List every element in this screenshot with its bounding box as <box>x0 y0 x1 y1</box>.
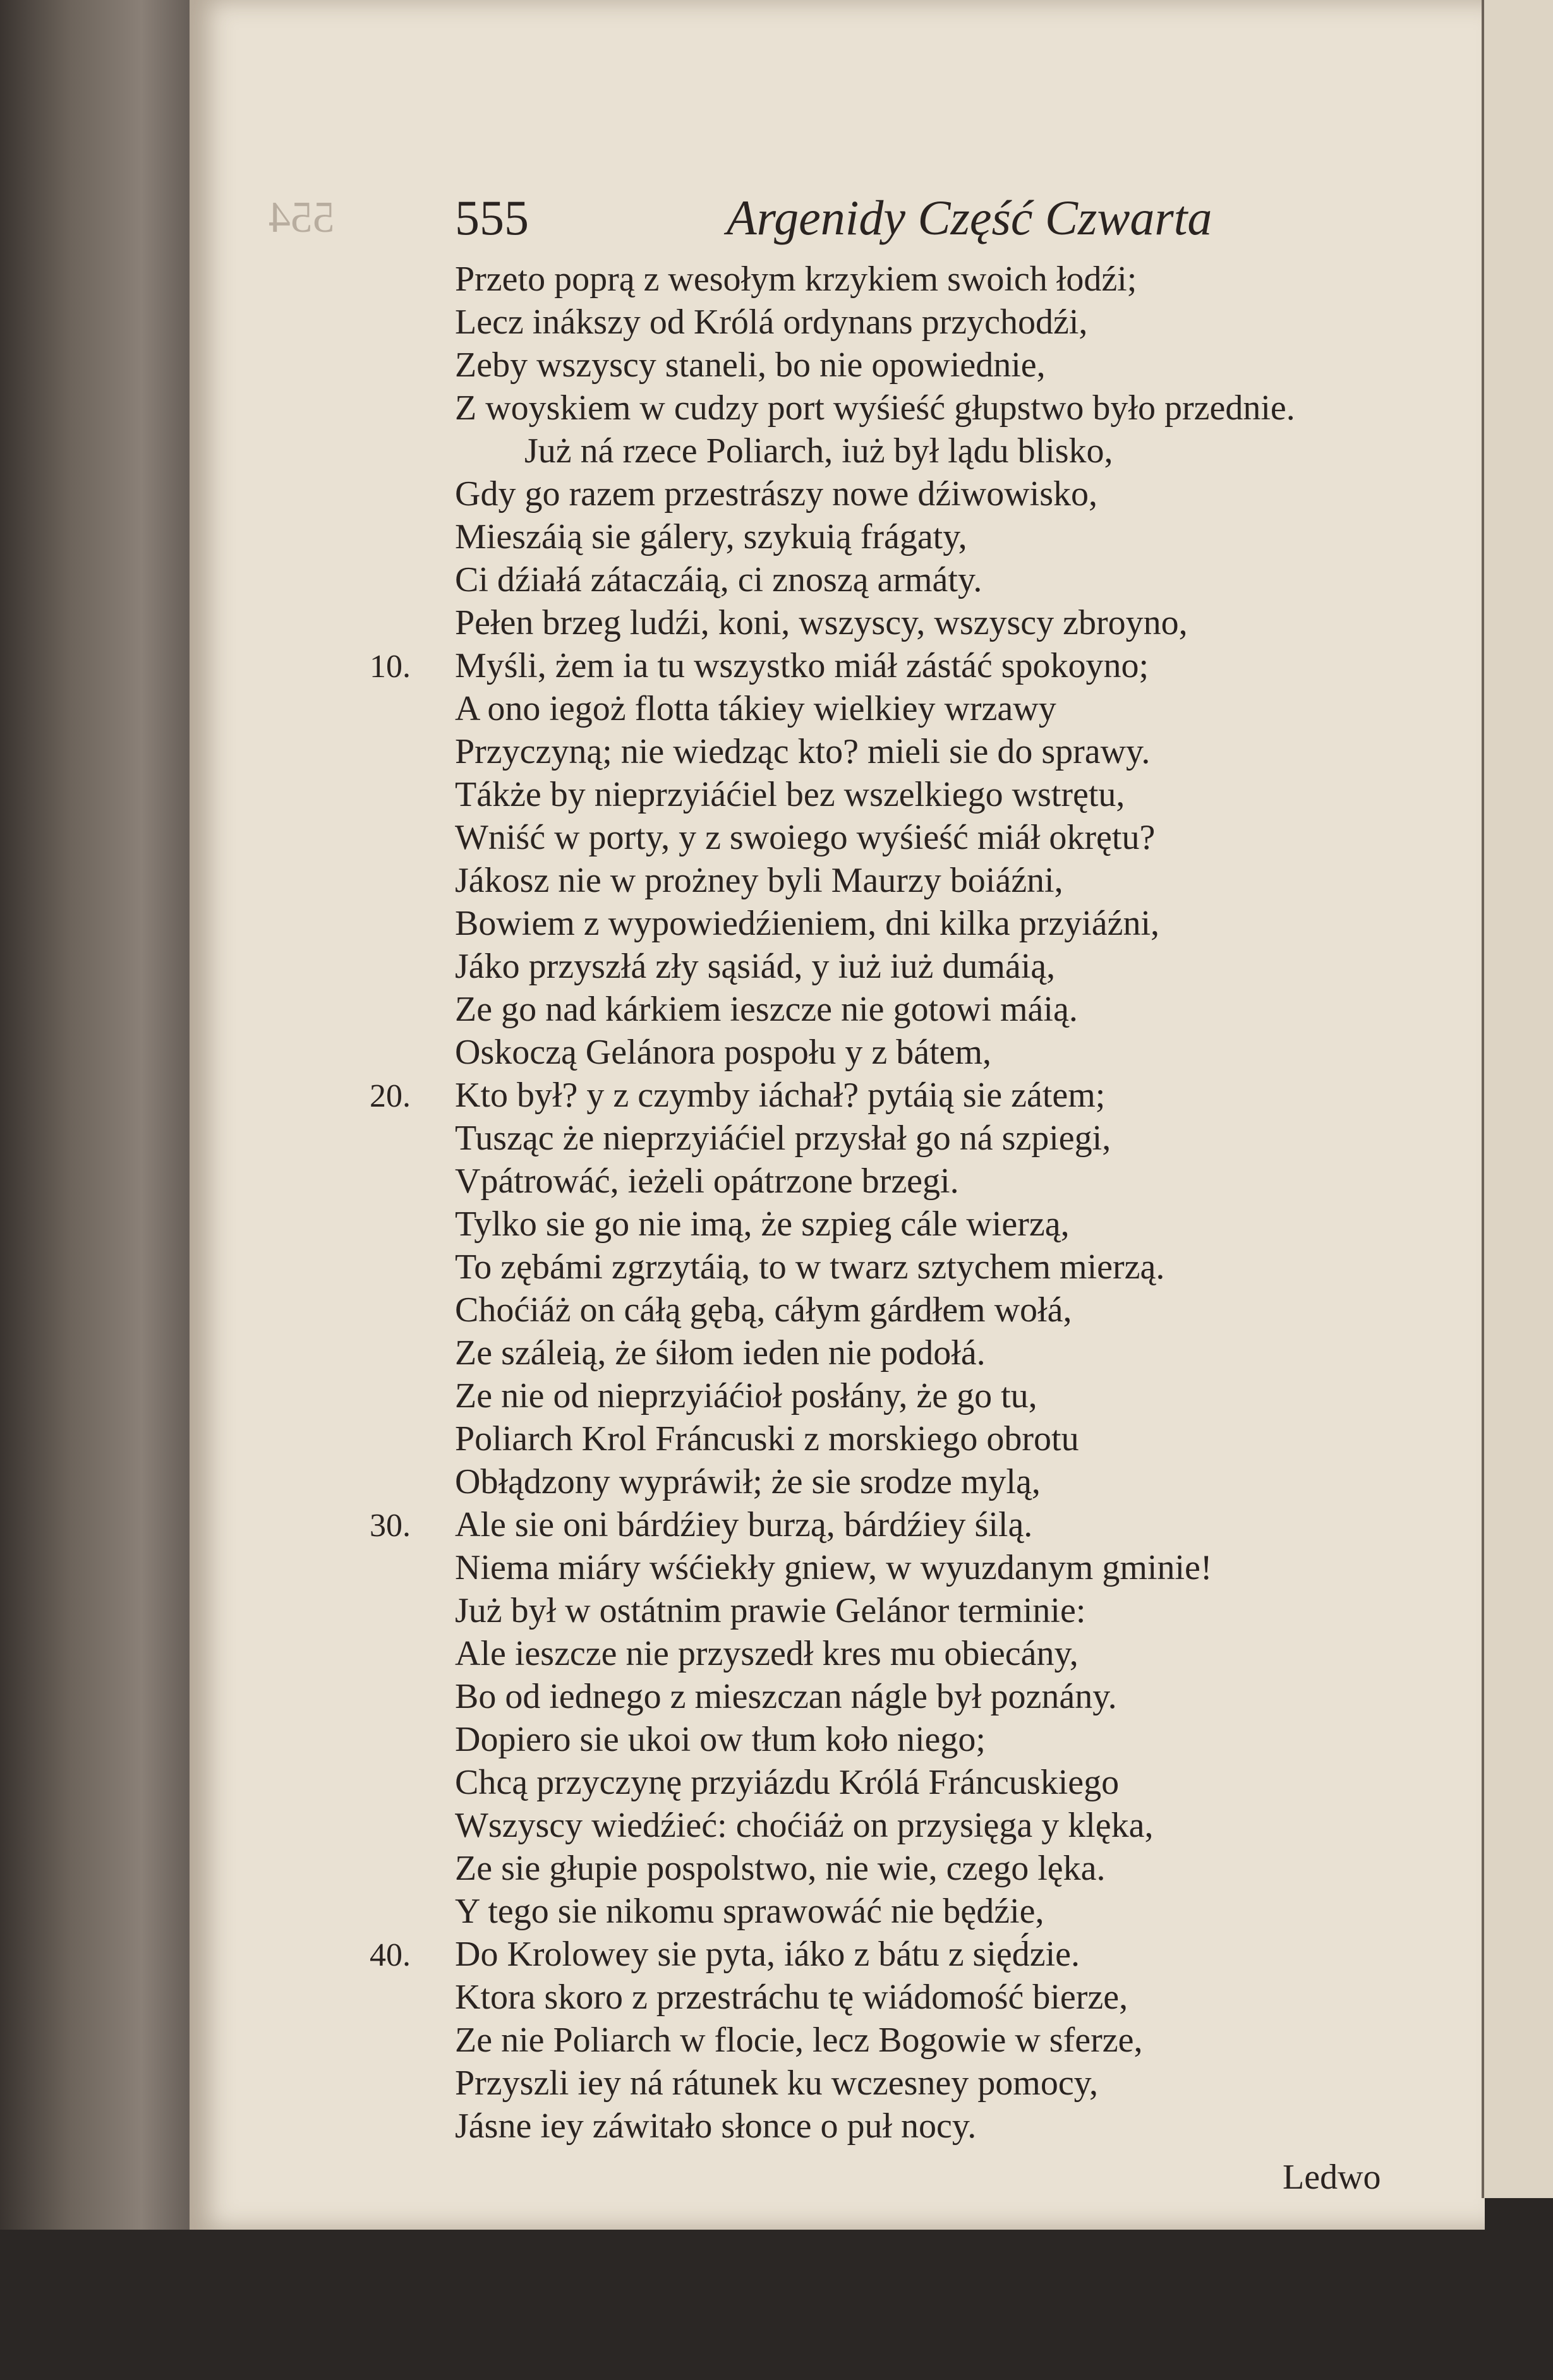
verse-line: Lecz inákszy od Królá ordynans przychodźi, <box>455 303 1088 342</box>
verse-line: Myśli, żem ia tu wszystko miáł zástáć spokoyno; <box>455 646 1149 685</box>
verse-line: Gdy go razem przestrászy nowe dźiwowisko, <box>455 474 1098 514</box>
verse-line: Jákosz nie w prożney byli Maurzy boiáźni, <box>455 861 1063 900</box>
background <box>0 2230 1553 2380</box>
verse-line: Tusząc że nieprzyiáćiel przysłał go ná szpiegi, <box>455 1119 1111 1158</box>
verse-line: Choćiáż on cáłą gębą, cáłym gárdłem wołá, <box>455 1290 1072 1330</box>
verse-line: Ze nie Poliarch w flocie, lecz Bogowie w sferze, <box>455 2021 1143 2060</box>
verse-line: Jásne iey záwitało słonce o puł nocy. <box>455 2107 977 2146</box>
verse-line: Poliarch Krol Fráncuski z morskiego obrotu <box>455 1419 1079 1458</box>
verse-line: Ale ieszcze nie przyszedł kres mu obiecány, <box>455 1634 1079 1673</box>
verse-line: Kto był? y z czymby iáchał? pytáią sie zátem; <box>455 1076 1106 1115</box>
line-number: 20. <box>370 1078 411 1114</box>
facing-page-edge <box>1482 0 1553 2198</box>
verse-line: Już był w ostátnim prawie Gelánor terminie: <box>455 1591 1086 1630</box>
verse-line: Wniść w porty, y z swoiego wyśieść miáł okrętu? <box>455 818 1156 857</box>
verse-line: Ale sie oni bárdźiey burzą, bárdźiey śilą. <box>455 1505 1033 1544</box>
verse-line: Tákże by nieprzyiáćiel bez wszelkiego wstrętu, <box>455 775 1125 814</box>
bleed-through-page-number: 554 <box>269 193 335 242</box>
verse-line: Tylko sie go nie imą, że szpieg cále wierzą, <box>455 1205 1070 1244</box>
verse-line: Mieszáią sie gálery, szykuią frágaty, <box>455 517 967 556</box>
verse-line: Zeby wszyscy staneli, bo nie opowiednie, <box>455 346 1046 385</box>
book-page-edges <box>0 0 202 2380</box>
verse-line: Ze sie głupie pospolstwo, nie wie, czego lęka. <box>455 1849 1106 1888</box>
verse-line: Ze go nad kárkiem ieszcze nie gotowi máią. <box>455 990 1078 1029</box>
verse-line: Pełen brzeg ludźi, koni, wszyscy, wszyscy zbroyno, <box>455 603 1188 642</box>
running-title: Argenidy Część Czwarta <box>727 190 1212 245</box>
catchword: Ledwo <box>1283 2158 1381 2197</box>
verse-line: Chcą przyczynę przyiázdu Królá Fráncuskiego <box>455 1763 1120 1802</box>
verse-line: Do Krolowey sie pyta, iáko z bátu z sięd́zie. <box>455 1935 1080 1974</box>
verse-line: Już ná rzece Poliarch, iuż był lądu blisko, <box>524 431 1113 471</box>
verse-line: Przyszli iey ná rátunek ku wczesney pomocy, <box>455 2064 1099 2103</box>
verse-line: Obłądzony wypráwił; że sie srodze mylą, <box>455 1462 1041 1501</box>
verse-line: A ono iegoż flotta tákiey wielkiey wrzawy <box>455 689 1056 728</box>
line-number: 40. <box>370 1937 411 1973</box>
verse-line: Ze nie od nieprzyiáćioł posłány, że go tu, <box>455 1376 1037 1415</box>
verse-line: To zębámi zgrzytáią, to w twarz sztychem mierzą. <box>455 1247 1165 1287</box>
verse-line: Wszyscy wiedźieć: choćiáż on przysięga y klęka, <box>455 1806 1154 1845</box>
verse-line: Przeto poprą z wesołym krzykiem swoich łodźi; <box>455 260 1137 299</box>
verse-line: Z woyskiem w cudzy port wyśieść głupstwo było przednie. <box>455 388 1295 428</box>
verse-line: Przyczyną; nie wiedząc kto? mieli sie do sprawy. <box>455 732 1151 771</box>
page-number: 555 <box>455 190 529 245</box>
verse-line: Jáko przyszłá zły sąsiád, y iuż iuż dumáią, <box>455 947 1056 986</box>
verse-line: Ktora skoro z przestráchu tę wiádomość bierze, <box>455 1978 1128 2017</box>
verse-line: Ze száleią, że śiłom ieden nie podołá. <box>455 1333 986 1373</box>
verse-line: Vpátrowáć, ieżeli opátrzone brzegi. <box>455 1162 959 1201</box>
line-number: 10. <box>370 649 411 685</box>
verse-line: Ci dźiałá zátaczáią, ci znoszą armáty. <box>455 560 982 599</box>
line-number: 30. <box>370 1508 411 1544</box>
verse-line: Bowiem z wypowiedźieniem, dni kilka przyiáźni, <box>455 904 1160 943</box>
verse-line: Dopiero sie ukoi ow tłum koło niego; <box>455 1720 986 1759</box>
verse-line: Oskoczą Gelánora pospołu y z bátem, <box>455 1033 992 1072</box>
verse-line: Y tego sie nikomu sprawowáć nie będźie, <box>455 1892 1044 1931</box>
verse-line: Niema miáry wśćiekły gniew, w wyuzdanym gminie! <box>455 1548 1212 1587</box>
verse-line: Bo od iednego z mieszczan nágle był poznány. <box>455 1677 1117 1716</box>
